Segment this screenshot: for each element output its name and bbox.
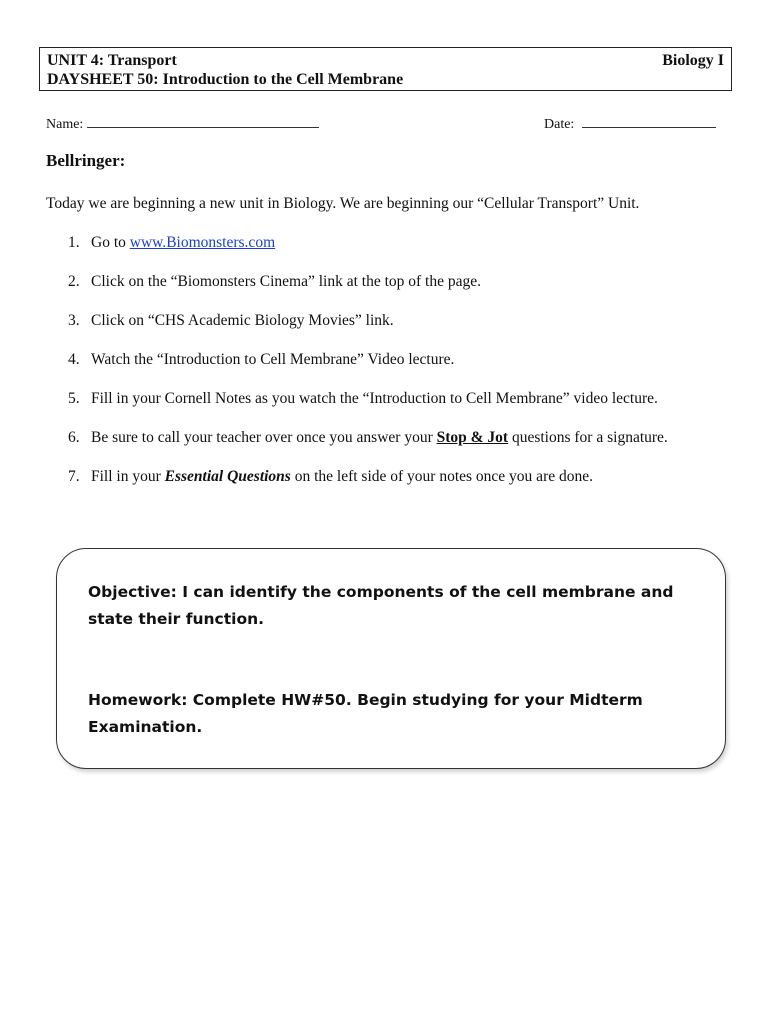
step-text: Click on “CHS Academic Biology Movies” link. [91,312,394,329]
step-text: questions for a signature. [508,429,668,446]
step-text: Be sure to call your teacher over once you answer your [91,429,437,446]
objective-callout-box [56,548,726,769]
step-number: 5. [68,390,80,407]
name-blank-line[interactable] [87,113,319,128]
step-item [68,311,668,350]
step-number: 7. [68,468,80,485]
step-text: Go to [91,234,130,251]
course-title: Biology I [662,52,724,69]
step-text: Fill in your Cornell Notes as you watch the “Introduction to Cell Membrane” video lecture. [91,390,658,407]
stop-and-jot-emphasis: Stop & Jot [436,429,509,446]
step-number: 2. [68,273,80,290]
step-text: on the left side of your notes once you are done. [290,468,593,485]
essential-questions-emphasis: Essential Questions [164,468,291,485]
bellringer-heading: Bellringer: [46,151,126,170]
step-text: Fill in your [91,468,165,485]
step-item [68,389,668,428]
step-text: Watch the “Introduction to Cell Membrane” Video lecture. [91,351,455,368]
step-number: 3. [68,312,80,329]
bellringer-intro: Today we are beginning a new unit in Biology. We are beginning our “Cellular Transport” Unit. [46,195,640,212]
biomonsters-link[interactable]: www.Biomonsters.com [129,234,276,251]
step-item [68,428,668,467]
step-text: Click on the “Biomonsters Cinema” link at the top of the page. [91,273,481,290]
name-field [46,113,319,134]
header-box [39,47,732,91]
daysheet-title: DAYSHEET 50: Introduction to the Cell Membrane [47,71,404,88]
objective-text: Objective: I can identify the components of the cell membrane and state their function. [88,583,674,628]
step-item [68,350,668,389]
step-item [68,233,668,272]
step-number: 6. [68,429,80,446]
step-item [68,272,668,311]
step-number: 1. [68,234,80,251]
date-field [544,113,716,134]
bellringer-steps [68,233,668,506]
step-item [68,467,668,506]
name-label: Name: [46,117,84,132]
homework-text: Homework: Complete HW#50. Begin studying for your Midterm Examination. [88,691,643,736]
date-label: Date: [544,117,575,132]
step-number: 4. [68,351,80,368]
unit-title: UNIT 4: Transport [47,52,177,69]
date-blank-line[interactable] [582,113,716,128]
